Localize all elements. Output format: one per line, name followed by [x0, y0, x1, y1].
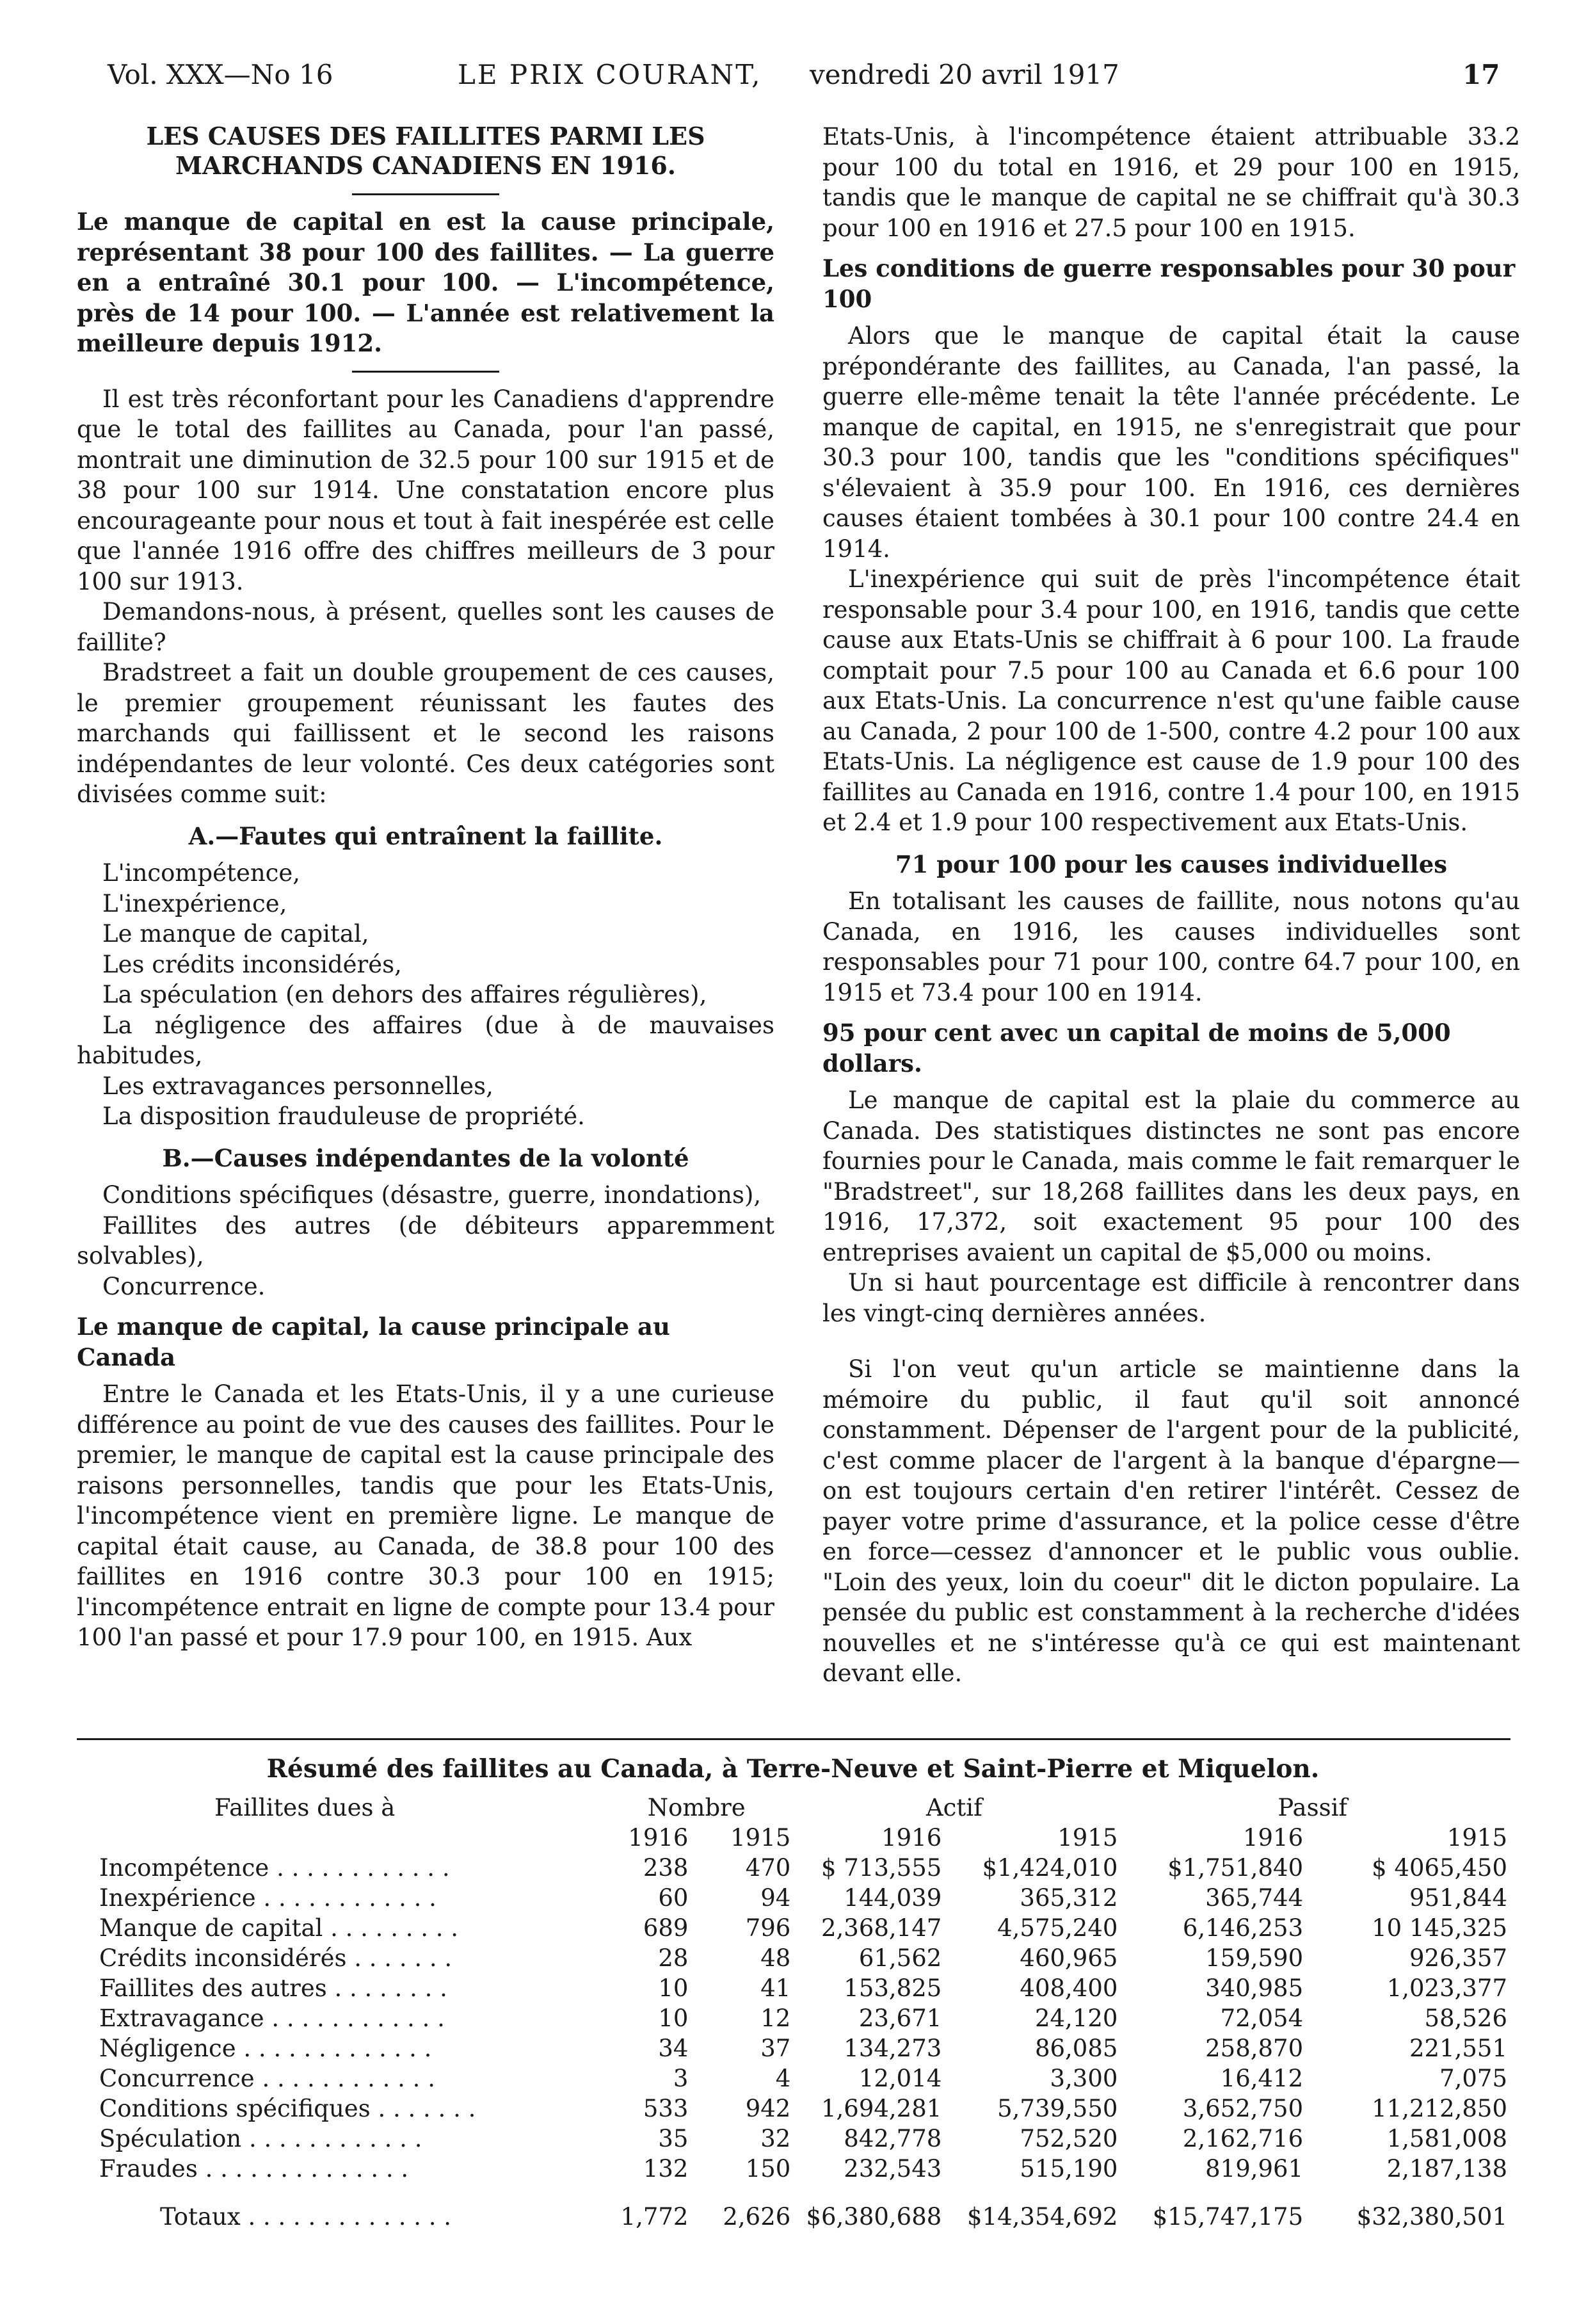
divider: [352, 193, 499, 195]
row-label: Incompétence . . . . . . . . . . . .: [99, 1854, 450, 1882]
row-label: Concurrence . . . . . . . . . . . .: [99, 2065, 435, 2092]
cell-value: 12: [760, 2005, 791, 2032]
cell-value: 159,590: [1205, 1944, 1304, 1972]
paragraph: Entre le Canada et les Etats-Unis, il y a une curieuse différence au point de vue des causes des faillites. Pour le premier, le manque de capital est la cause principale des raisons personnelles, tandis que pour les Etats-Unis, l'incompétence vient en première ligne. Le manque de capital était cause, au Canada, de 38.8 pour 100 des faillites en 1916 contre 30.3 pour 100 en 1915; l'incompétence entrait en ligne de compte pour 13.4 pour 100 l'an passé et pour 17.9 pour 100, en 1915. Aux: [77, 1380, 774, 1651]
page-header: [0, 0, 1586, 115]
totals-value: $6,380,688: [806, 2203, 942, 2231]
cell-value: 60: [658, 1884, 689, 1912]
totals-value: $32,380,501: [1356, 2203, 1507, 2231]
section-d-title: Les conditions de guerre responsables pour 30 pour 100: [822, 254, 1516, 313]
cell-value: 23,671: [858, 2005, 942, 2032]
cell-value: 2,162,716: [1182, 2125, 1304, 2152]
cell-value: 460,965: [1020, 1944, 1118, 1972]
year-header: 1915: [730, 1824, 791, 1852]
table-row: [99, 2033, 1507, 2063]
list-item: L'incompétence,: [102, 859, 301, 887]
row-label: Faillites des autres . . . . . . . .: [99, 1974, 447, 2002]
cell-value: $1,424,010: [982, 1854, 1118, 1882]
table-row: [99, 1913, 1507, 1943]
publication-title: LE PRIX COURANT,: [458, 59, 762, 90]
cell-value: 533: [643, 2095, 689, 2122]
cell-value: 3: [673, 2065, 689, 2092]
cell-value: 32: [760, 2125, 791, 2152]
cell-value: $1,751,840: [1167, 1854, 1304, 1882]
row-label: Crédits inconsidérés . . . . . . .: [99, 1944, 453, 1972]
cell-value: 37: [760, 2035, 791, 2062]
table-row: [99, 1853, 1507, 1883]
table-row: [99, 2094, 1507, 2124]
cell-value: 842,778: [844, 2125, 942, 2152]
cell-value: 48: [760, 1944, 791, 1972]
cell-value: 61,562: [858, 1944, 942, 1972]
cell-value: 3,300: [1050, 2065, 1118, 2092]
cell-value: 34: [658, 2035, 689, 2062]
section-f-title: 95 pour cent avec un capital de moins de 5,000 dollars.: [822, 1019, 1451, 1077]
paragraph: Etats-Unis, à l'incompétence étaient attribuable 33.2 pour 100 du total en 1916, et 29 pour 100 en 1915, tandis que le manque de capital ne se chiffrait qu'à 30.3 pour 100 en 1916 et 27.5 pour 100 en 1915.: [822, 123, 1520, 242]
section-divider: [77, 1738, 1510, 1740]
row-header: Faillites dues à: [214, 1794, 396, 1821]
row-label: Fraudes . . . . . . . . . . . . . .: [99, 2155, 409, 2183]
totals-value: 2,626: [723, 2203, 791, 2231]
cell-value: 94: [760, 1884, 791, 1912]
cell-value: 12,014: [858, 2065, 942, 2092]
group-actif: Actif: [925, 1794, 982, 1821]
group-passif: Passif: [1278, 1794, 1348, 1821]
year-header: 1915: [1057, 1824, 1118, 1852]
paragraph: Bradstreet a fait un double groupement de ces causes, le premier groupement réunissant les fautes des marchands qui faillissent et le second les raisons indépendantes de leur volonté. Ces deux catégories sont divisées comme suit:: [77, 659, 774, 808]
table-row: [99, 2124, 1507, 2154]
table-body: [99, 1853, 1507, 2184]
cell-value: 11,212,850: [1372, 2095, 1507, 2122]
table-row: [99, 1943, 1507, 1973]
table-row: [99, 2154, 1507, 2184]
table-row: [99, 2003, 1507, 2033]
cell-value: 2,187,138: [1386, 2155, 1507, 2183]
totals-value: $15,747,175: [1152, 2203, 1304, 2231]
page-number: 17: [1462, 59, 1500, 90]
totals-value: $14,354,692: [967, 2203, 1118, 2231]
cell-value: 153,825: [844, 1974, 942, 2002]
cell-value: 10: [658, 1974, 689, 2002]
cell-value: 35: [658, 2125, 689, 2152]
table-year-header: [99, 1823, 1507, 1853]
cell-value: 58,526: [1424, 2005, 1507, 2032]
divider: [352, 371, 499, 373]
row-label: Conditions spécifiques . . . . . . .: [99, 2095, 476, 2122]
cell-value: 5,739,550: [997, 2095, 1118, 2122]
list-item: Faillites des autres (de débiteurs apparemment solvables),: [77, 1211, 774, 1270]
cell-value: 365,744: [1205, 1884, 1304, 1912]
list-item: Les extravagances personnelles,: [102, 1072, 493, 1100]
left-column: [77, 122, 774, 1653]
section-e-title: 71 pour 100 pour les causes individuelles: [895, 850, 1448, 878]
cell-value: 942: [745, 2095, 791, 2122]
cell-value: 4: [775, 2065, 791, 2092]
right-column: [822, 122, 1520, 1689]
cell-value: 232,543: [844, 2155, 942, 2183]
cell-value: 10 145,325: [1372, 1914, 1507, 1942]
list-item: Concurrence.: [102, 1272, 266, 1300]
paragraph: Le manque de capital est la plaie du commerce au Canada. Des statistiques distinctes ne sont pas encore fournies pour le Canada, mais comme le fait remarquer le "Bradstreet", sur 18,268 faillites dans les deux pays, en 1916, 17,372, soit exactement 95 pour 100 des entreprises avaient un capital de $5,000 ou moins.: [822, 1086, 1520, 1266]
paragraph: Alors que le manque de capital était la cause prépondérante des faillites, au Canada, l'an passé, la guerre elle-même tenait la tête l'année précédente. Le manque de capital, en 1915, ne s'enregistrait que pour 30.3 pour 100, tandis que les "conditions spécifiques" s'élevaient à 35.9 pour 100. En 1916, ces dernières causes étaient tombées à 30.1 pour 100 contre 24.4 en 1914.: [822, 322, 1520, 563]
cell-value: 365,312: [1020, 1884, 1118, 1912]
row-label: Manque de capital . . . . . . . . .: [99, 1914, 459, 1942]
section-a-title: A.—Fautes qui entraînent la faillite.: [188, 821, 663, 850]
cell-value: 144,039: [844, 1884, 942, 1912]
cell-value: 1,023,377: [1386, 1974, 1507, 2002]
cell-value: 689: [643, 1914, 689, 1942]
cell-value: 72,054: [1220, 2005, 1304, 2032]
cell-value: 926,357: [1409, 1944, 1507, 1972]
section-c-title: Le manque de capital, la cause principale au Canada: [77, 1312, 670, 1371]
cell-value: 221,551: [1409, 2035, 1507, 2062]
cell-value: 819,961: [1205, 2155, 1304, 2183]
list-item: Conditions spécifiques (désastre, guerre, inondations),: [102, 1181, 762, 1209]
issue-date: vendredi 20 avril 1917: [810, 59, 1119, 90]
cell-value: 1,694,281: [821, 2095, 942, 2122]
paragraph: Demandons-nous, à présent, quelles sont les causes de faillite?: [77, 598, 774, 656]
row-label: Spéculation . . . . . . . . . . . .: [99, 2125, 422, 2152]
year-header: 1916: [1242, 1824, 1304, 1852]
cell-value: 41: [760, 1974, 791, 2002]
cell-value: 1,581,008: [1386, 2125, 1507, 2152]
paragraph: En totalisant les causes de faillite, nous notons qu'au Canada, en 1916, les causes individuelles sont responsables pour 71 pour 100, contre 64.7 pour 100, en 1915 et 73.4 pour 100 en 1914.: [822, 887, 1520, 1006]
year-header: 1915: [1446, 1824, 1507, 1852]
row-label: Inexpérience . . . . . . . . . . . .: [99, 1884, 437, 1912]
list-item: Les crédits inconsidérés,: [102, 950, 402, 978]
cell-value: 132: [643, 2155, 689, 2183]
list-item: La spéculation (en dehors des affaires régulières),: [102, 981, 707, 1008]
cell-value: 24,120: [1034, 2005, 1118, 2032]
article-summary: Le manque de capital en est la cause principale, représentant 38 pour 100 des faillites. — La guerre en a entraîné 30.1 pour 100. — L'incompétence, près de 14 pour 100. — L'année est relativement la meilleure depuis 1912.: [77, 207, 774, 357]
totals-value: 1,772: [620, 2203, 689, 2231]
cell-value: $ 4065,450: [1372, 1854, 1507, 1882]
paragraph: L'inexpérience qui suit de près l'incompétence était responsable pour 3.4 pour 100, en 1916, tandis que cette cause aux Etats-Unis se chiffrait à 6 pour 100. La fraude comptait pour 7.5 pour 100 au Canada et 6.6 pour 100 aux Etats-Unis. La concurrence n'est qu'une faible cause au Canada, 2 pour 100 de 1-500, contre 4.2 pour 100 aux Etats-Unis. La négligence est cause de 1.9 pour 100 des faillites au Canada en 1916, contre 1.4 pour 100, en 1915 et 2.4 et 1.9 pour 100 respectivement aux Etats-Unis.: [822, 565, 1520, 836]
cell-value: 16,412: [1220, 2065, 1304, 2092]
section-b-title: B.—Causes indépendantes de la volonté: [162, 1143, 689, 1172]
cell-value: 86,085: [1034, 2035, 1118, 2062]
table-group-header: [99, 1793, 1507, 1823]
cell-value: 28: [658, 1944, 689, 1972]
article-headline: LES CAUSES DES FAILLITES PARMI LES MARCHANDS CANADIENS EN 1916.: [146, 122, 705, 180]
table-totals-row: [99, 2184, 1507, 2232]
cell-value: 3,652,750: [1182, 2095, 1304, 2122]
paragraph: Si l'on veut qu'un article se maintienne dans la mémoire du public, il faut qu'il soit annoncé constamment. Dépenser de l'argent pour de la publicité, c'est comme placer de l'argent à la banque d'épargne—on est toujours certain d'en retirer l'intérêt. Cessez de payer votre prime d'assurance, et la police cesse d'être en force—cessez d'annoncer et le public vous oublie. "Loin des yeux, loin du coeur" dit le dicton populaire. La pensée du public est constamment à la recherche d'idées nouvelles et ne s'intéresse qu'à ce qui est maintenant devant elle.: [822, 1355, 1520, 1687]
cell-value: 7,075: [1439, 2065, 1507, 2092]
list-item: L'inexpérience,: [102, 889, 287, 917]
cell-value: 951,844: [1409, 1884, 1507, 1912]
cell-value: 6,146,253: [1182, 1914, 1304, 1942]
cell-value: 134,273: [844, 2035, 942, 2062]
row-label: Négligence . . . . . . . . . . . . .: [99, 2035, 432, 2062]
cell-value: 340,985: [1205, 1974, 1304, 2002]
list-item: La disposition frauduleuse de propriété.: [102, 1102, 585, 1130]
cell-value: 4,575,240: [997, 1914, 1118, 1942]
cell-value: 2,368,147: [821, 1914, 942, 1942]
cell-value: 752,520: [1020, 2125, 1118, 2152]
list-item: La négligence des affaires (due à de mauvaises habitudes,: [77, 1011, 774, 1069]
totals-label: Totaux . . . . . . . . . . . . . .: [160, 2203, 452, 2231]
cell-value: 238: [643, 1854, 689, 1882]
table-title: Résumé des faillites au Canada, à Terre-Neuve et Saint-Pierre et Miquelon.: [266, 1754, 1320, 1784]
failures-summary-table: [99, 1793, 1507, 2232]
table-row: [99, 2063, 1507, 2094]
cell-value: 150: [745, 2155, 791, 2183]
cell-value: 10: [658, 2005, 689, 2032]
cell-value: 258,870: [1205, 2035, 1304, 2062]
spacer: [822, 1328, 1520, 1354]
cell-value: 796: [745, 1914, 791, 1942]
paragraph: Un si haut pourcentage est difficile à rencontrer dans les vingt-cinq dernières années.: [822, 1269, 1520, 1327]
row-label: Extravagance . . . . . . . . . . . .: [99, 2005, 445, 2032]
year-header: 1916: [881, 1824, 942, 1852]
cell-value: 408,400: [1020, 1974, 1118, 2002]
cell-value: 515,190: [1020, 2155, 1118, 2183]
cell-value: $ 713,555: [821, 1854, 942, 1882]
group-nombre: Nombre: [647, 1794, 746, 1821]
cell-value: 470: [745, 1854, 791, 1882]
table-row: [99, 1883, 1507, 1913]
year-header: 1916: [628, 1824, 689, 1852]
table-row: [99, 1973, 1507, 2003]
list-item: Le manque de capital,: [102, 920, 369, 948]
paragraph: Il est très réconfortant pour les Canadiens d'apprendre que le total des faillites au Canada, pour l'an passé, montrait une diminution de 32.5 pour 100 sur 1915 et de 38 pour 100 sur 1914. Une constatation encore plus encourageante pour nous et tout à fait inespérée est celle que l'année 1916 offre des chiffres meilleurs de 3 pour 100 sur 1913.: [77, 385, 774, 595]
volume-number: Vol. XXX—No 16: [108, 59, 333, 90]
